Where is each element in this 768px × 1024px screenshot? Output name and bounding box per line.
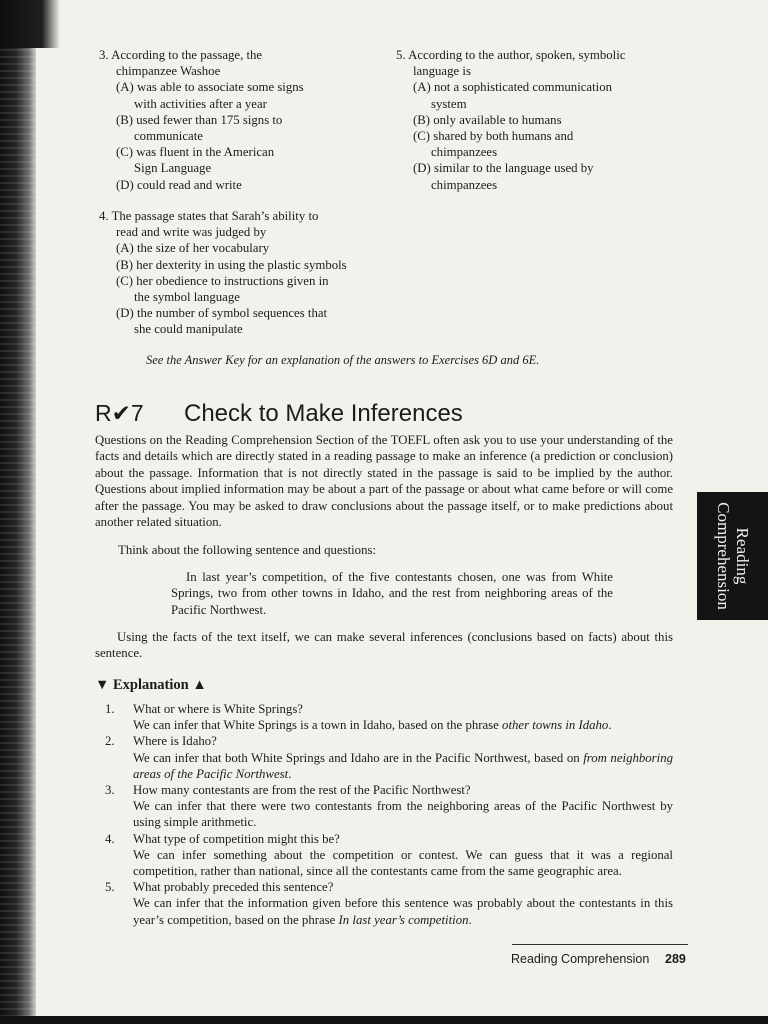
- question-stem-line: language is: [413, 64, 471, 79]
- question-stem-line: 4. The passage states that Sarah’s ability to: [99, 209, 319, 223]
- item-number: 2.: [105, 734, 115, 749]
- item-question: What or where is White Springs?: [133, 702, 303, 716]
- option-d: (D) could read and write: [116, 177, 242, 192]
- option-b: (B) her dexterity in using the plastic symbols: [116, 257, 347, 272]
- option-a-cont: with activities after a year: [134, 96, 267, 111]
- option-a: (A) the size of her vocabulary: [116, 241, 270, 256]
- option-c-cont: chimpanzees: [431, 145, 498, 160]
- item-number: 4.: [105, 831, 115, 846]
- option-c-cont: Sign Language: [134, 161, 212, 176]
- example-sentence: [171, 569, 613, 618]
- question-3: [99, 47, 389, 193]
- option-c: (C) her obedience to instructions given in: [116, 273, 329, 288]
- item-question: What probably preceded this sentence?: [133, 880, 334, 895]
- item-question: Where is Idaho?: [133, 734, 217, 749]
- side-tab-line-2: Comprehension: [713, 502, 733, 610]
- item-answer: [133, 798, 673, 830]
- item-answer: [133, 750, 673, 782]
- question-stem-line: 5. According to the author, spoken, symbolic: [396, 48, 626, 62]
- explanation-item: [95, 831, 673, 880]
- facts-paragraph: [95, 629, 673, 662]
- item-answer-text: We can infer that White Springs is a town in Idaho, based on the phrase: [133, 718, 503, 733]
- option-d: (D) similar to the language used by: [413, 161, 594, 176]
- item-answer-end: .: [608, 718, 612, 733]
- footer-rule: [512, 944, 688, 945]
- option-d-cont: chimpanzees: [431, 177, 498, 192]
- answer-key-note: See the Answer Key for an explanation of the answers to Exercises 6D and 6E.: [146, 353, 540, 367]
- item-answer: [133, 717, 673, 733]
- section-code: R✔7: [95, 400, 144, 426]
- intro-paragraph: [95, 432, 673, 530]
- item-answer-end: .: [288, 766, 292, 781]
- explanation-list: [95, 701, 673, 928]
- option-a-cont: system: [431, 96, 467, 111]
- explanation-item: [95, 782, 673, 831]
- item-answer-text: We can infer that both White Springs and Idaho are in the Pacific Northwest, based on: [133, 750, 584, 765]
- think-prompt: Think about the following sentence and questions:: [118, 543, 377, 557]
- side-tab-label: [714, 502, 752, 610]
- footer-title: Reading Comprehension: [511, 952, 650, 966]
- option-a: (A) not a sophisticated communication: [413, 80, 613, 95]
- question-stem-line: chimpanzee Washoe: [116, 64, 221, 79]
- item-answer: [133, 847, 673, 879]
- option-a: (A) was able to associate some signs: [116, 80, 304, 95]
- side-tab-line-1: Reading: [732, 527, 752, 585]
- option-d-cont: she could manipulate: [134, 322, 243, 337]
- item-answer-emphasis: In last year’s competition: [338, 912, 469, 927]
- option-d: (D) the number of symbol sequences that: [116, 306, 328, 321]
- option-c-cont: the symbol language: [134, 290, 240, 305]
- item-answer-text: We can infer that there were two contestants from the neighboring areas of the Pacific Northwest by using simple arithmetic.: [133, 799, 673, 830]
- item-number: 5.: [105, 880, 115, 895]
- page-number: 289: [665, 952, 686, 966]
- explanation-item: [95, 733, 673, 782]
- option-c: (C) shared by both humans and: [413, 129, 574, 144]
- item-number: 1.: [105, 702, 115, 716]
- item-number: 3.: [105, 783, 115, 798]
- option-b: (B) used fewer than 175 signs to: [116, 112, 283, 127]
- item-question: How many contestants are from the rest of the Pacific Northwest?: [133, 783, 471, 798]
- question-stem-line: read and write was judged by: [116, 225, 267, 240]
- question-stem-line: 3. According to the passage, the: [99, 48, 263, 62]
- explanation-item: [95, 701, 673, 733]
- item-answer-emphasis: from neighboring areas of the Pacific Northwest: [133, 750, 673, 781]
- explanation-heading: ▼ Explanation ▲: [95, 677, 207, 693]
- item-answer-emphasis: other towns in Idaho: [502, 718, 609, 733]
- item-answer-text: We can infer that the information given before this sentence was probably about the contestants in this year’s competition, based on the phrase: [133, 896, 673, 927]
- example-sentence-text: In last year’s competition, of the five contestants chosen, one was from White Springs, two from other towns in Idaho, and the rest from neighboring areas of the Pacific Northwest.: [171, 570, 613, 617]
- item-answer-text: We can infer something about the competition or contest. We can guess that it was a regional competition, rather than national, since all the contestants came from the same geographic area.: [133, 847, 673, 879]
- option-b: (B) only available to humans: [413, 112, 562, 127]
- question-4: [99, 208, 399, 338]
- side-tab: [697, 492, 768, 620]
- item-answer-end: .: [468, 912, 472, 927]
- item-answer: [133, 895, 673, 927]
- question-5: [396, 47, 686, 193]
- facts-text: Using the facts of the text itself, we can make several inferences (conclusions based on facts) about this sentence.: [95, 630, 673, 661]
- section-title: Check to Make Inferences: [184, 400, 463, 427]
- intro-text: Questions on the Reading Comprehension Section of the TOEFL often ask you to use your understanding of the facts and details which are directly stated in a reading passage to make an inference (a prediction or conclusion) about the passage. Information that is not directly stated in the passage is said to be implied by the author. Questions about implied information may be about a part of the passage or about what came before or will come after the passage. You may be asked to draw conclusions about the passage itself, or to make predictions about another related situation.: [95, 433, 673, 530]
- explanation-item: [95, 879, 673, 928]
- option-b-cont: communicate: [134, 129, 203, 144]
- item-question: What type of competition might this be?: [133, 831, 340, 846]
- option-c: (C) was fluent in the American: [116, 145, 275, 160]
